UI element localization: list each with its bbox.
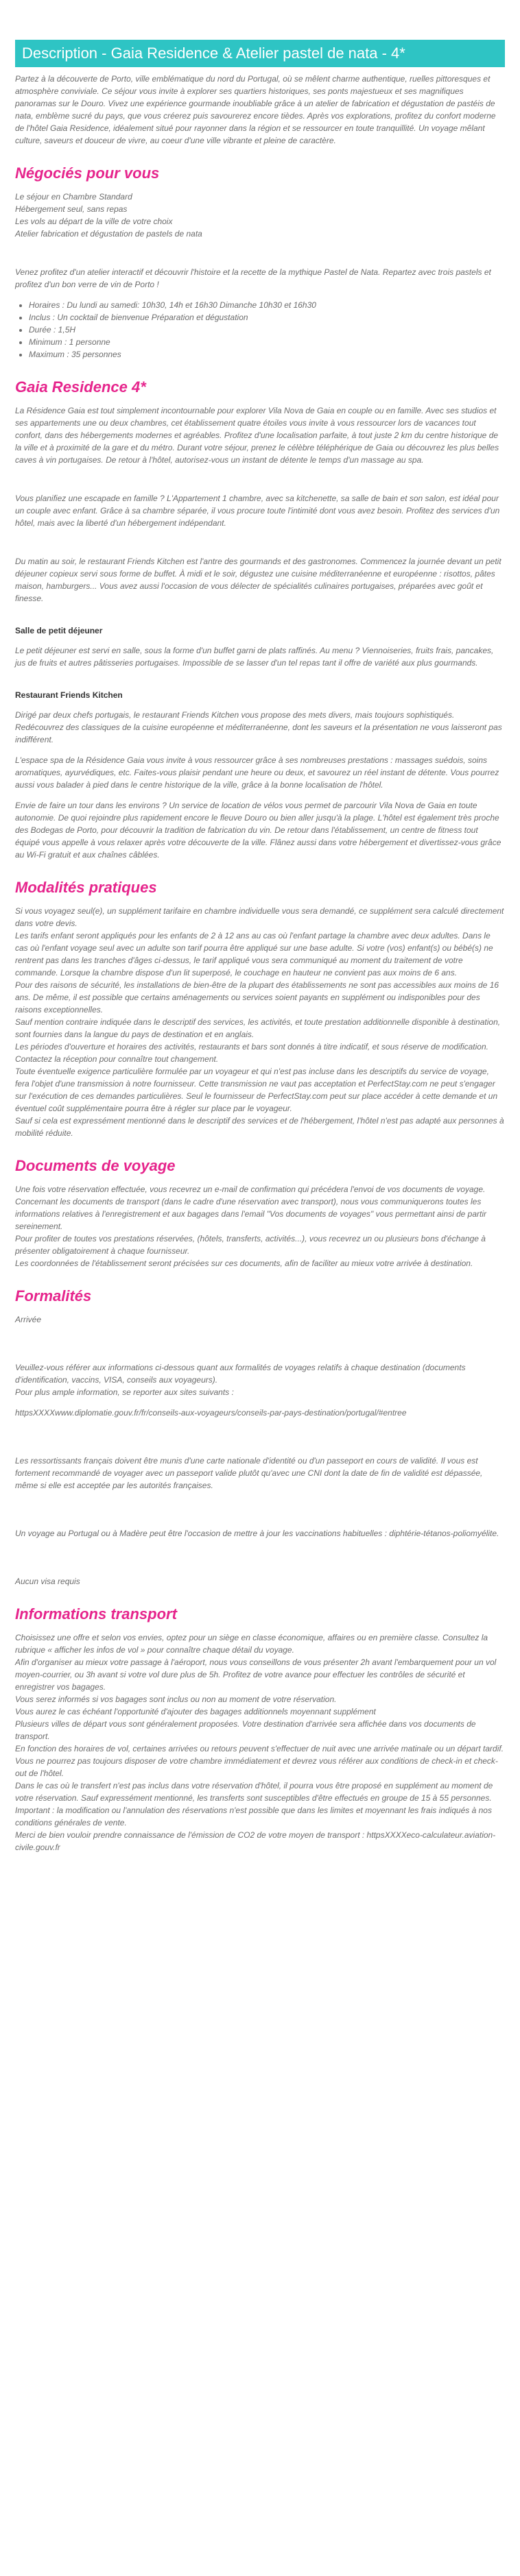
list-item: • Inclus : Un cocktail de bienvenue Préparation et dégustation bbox=[29, 311, 505, 324]
negocies-line: Hébergement seul, sans repas bbox=[15, 204, 128, 214]
restaurant-intro-paragraph: Du matin au soir, le restaurant Friends Kitchen est l'antre des gourmands et des gastronomes. Commencez la journée devant un petit déjeuner copieux servi sous forme de buffet. À midi et le soir, dégustez une cuisine méditerranéenne et européenne : risottos, pâtes maison, hamburgers... Vous avez aussi l'occasion de vous délecter de spécialités culinaires portugaises, préparées avec goût et finesse. bbox=[15, 557, 501, 603]
hotel-paragraph: La Résidence Gaia est tout simplement incontournable pour explorer Vila Nova de Gaia en couple ou en famille. Avec ses studios et ses appartements une ou deux chambres, cet établissement quatre étoiles vous invite à vous ressourcer lors de vacances tout confort, dans des hébergements modernes et agréables. Profitez d'une localisation parfaite, à tout juste 2 km du centre historique de la ville et à proximité de la gare et du métro. Durant votre séjour, prenez le célèbre téléphérique de Gaia ou découvrez les plus belles caves à vin portugaises. De retour à l'hôtel, autorisez-vous un instant de détente le temps d'un massage au spa. bbox=[15, 406, 499, 465]
modalites-heading: Modalités pratiques bbox=[15, 879, 157, 896]
negocies-heading: Négociés pour vous bbox=[15, 165, 160, 182]
list-item: • Horaires : Du lundi au samedi: 10h30, 14h et 16h30 Dimanche 10h30 et 16h30 bbox=[29, 299, 505, 311]
formalites-consult-paragraph: Veuillez-vous référer aux informations ci-dessous quant aux formalités de voyages relatifs à chaque destination (documents d'identification, vaccins, VISA, conseils aux voyageurs). Pour plus ample information, se reporter aux sites suivants : bbox=[15, 1363, 466, 1397]
visa-paragraph: Aucun visa requis bbox=[15, 1577, 80, 1586]
modalites-paragraph: Si vous voyagez seul(e), un supplément tarifaire en chambre individuelle vous sera demandé, ce supplément sera calculé directement dans votre devis. Les tarifs enfant seront appliqués pour les enfants de 2 à 12 ans au cas où l'enfant partage la chambre avec deux adultes. Dans le cas où l'enfant voyage seul avec un adulte son tarif pourra être appliqué sur une base adulte. Si votre (vos) enfant(s) ou bébé(s) ne rentrent pas dans les tranches d'âges ci-dessus, le tarif appliqué vous sera communiqué au moment du traitement de votre commande. Lorsque la chambre dispose d'un lit superposé, le couchage en hauteur ne convient pas aux moins de 6 ans. Pour des raisons de sécurité, les installations de bien-être de la plupart des établissements ne sont pas accessibles aux moins de 16 ans. De même, il est possible que certains aménagements ou services soient payants en supplément ou indisponibles pour des raisons exceptionnelles. Sauf mention contraire indiquée dans le descriptif des services, les activités, et toute prestation additionnelle disponible à destination, sont fournies dans la langue du pays de destination et en anglais. Les périodes d'ouverture et horaires des activités, restaurants et bars sont donnés à titre indicatif, et sous réserve de modification. Contactez la réception pour connaître tout changement. Toute éventuelle exigence particulière formulée par un voyageur et qui n'est pas incluse dans les descriptifs du service de voyage, fera l'objet d'une transmission à notre fournisseur. Cette transmission ne vaut pas acceptation et PerfectStay.com ne peut s'engager sur l'exécution de ces demandes particulières. Seul le fournisseur de PerfectStay.com peut sur place accéder à cette demande et un éventuel coût supplémentaire pourra être à régler sur place par le voyageur. Sauf si cela est expressément mentionné dans le descriptif des services et de l'hébergement, l'hôtel n'est pas adapté aux personnes à mobilité réduite. bbox=[15, 906, 504, 1138]
documents-heading: Documents de voyage bbox=[15, 1157, 176, 1174]
formalites-heading: Formalités bbox=[15, 1287, 92, 1304]
description-banner: Description - Gaia Residence & Atelier pastel de nata - 4* bbox=[15, 40, 505, 67]
negocies-list bbox=[15, 191, 505, 240]
surroundings-paragraph: Envie de faire un tour dans les environs ? Un service de location de vélos vous permet de parcourir Vila Nova de Gaia en toute autonomie. De quoi rejoindre plus rapidement encore le fleuve Douro ou bien aller jusqu'à la plage. L'hôtel est également très proche des Bodegas de Porto, pour découvrir la tradition de fabrication du vin. De retour dans l'établissement, un centre de fitness tout équipé vous appelle à vous relaxer après votre découverte de la ville. Flânez aussi dans votre hébergement et divertissez-vous grâce au Wi-Fi gratuit et aux chaînes câblées. bbox=[15, 801, 501, 860]
list-item: • Minimum : 1 personne bbox=[29, 336, 505, 348]
spa-paragraph: L'espace spa de la Résidence Gaia vous invite à vous ressourcer grâce à ses nombreuses prestations : massages suédois, soins aromatiques, ayurvédiques, etc. Faites-vous plaisir pendant une heure ou deux, et savourez un réel instant de détente. Vous pourrez aussi vous balader à pied dans le centre historique de la ville, grâce à la bonne localisation de l'hôtel. bbox=[15, 755, 499, 790]
arrival-label: Arrivée bbox=[15, 1315, 42, 1324]
negocies-line: Les vols au départ de la ville de votre choix bbox=[15, 217, 173, 226]
intro-paragraph: Partez à la découverte de Porto, ville emblématique du nord du Portugal, où se mêlent charme authentique, ruelles pittoresques et atmosphère conviviale. Ce séjour vous invite à explorer ses quartiers historiques, ses ponts majestueux et ses magnifiques panoramas sur le Douro. Vivez une expérience gourmande inoubliable grâce à un atelier de fabrication et dégustation de pastéis de nata, emblème sucré du pays, que vous créerez puis savourerez encore tièdes. Après vos explorations, profitez du confort moderne de l'hôtel Gaia Residence, idéalement situé pour rayonner dans la région et se ressourcer en toute tranquillité. Un voyage mêlant culture, saveurs et douceur de vivre, au coeur d'une ville vibrante et pleine de caractère. bbox=[15, 74, 496, 145]
transport-heading: Informations transport bbox=[15, 1605, 177, 1623]
breakfast-room-heading: Salle de petit déjeuner bbox=[15, 626, 103, 635]
id-requirements-paragraph: Les ressortissants français doivent être munis d'une carte nationale d'identité ou d'un passeport en cours de validité. Il vous est fortement recommandé de voyager avec un passeport valide plutôt qu'avec une CNI dont la date de fin de validité est dépassée, même si elle est acceptée par les autorités françaises. bbox=[15, 1456, 483, 1490]
documents-paragraph: Une fois votre réservation effectuée, vous recevrez un e-mail de confirmation qui précédera l'envoi de vos documents de voyage. Concernant les documents de transport (dans le cadre d'une réservation avec transport), nous vous communiquerons toutes les informations relatives à l'enregistrement et aux bagages dans l'email "Vos documents de voyages" vous permettant ainsi de partir sereinement. Pour profiter de toutes vos prestations réservées, (hôtels, transferts, activités...), vous recevrez un ou plusieurs bons d'échange à présenter obligatoirement à chaque fournisseur. Les coordonnées de l'établissement seront précisées sur ces documents, afin de faciliter au mieux votre arrivée à destination. bbox=[15, 1184, 487, 1268]
hotel-heading: Gaia Residence 4* bbox=[15, 378, 146, 396]
negocies-line: Le séjour en Chambre Standard bbox=[15, 192, 132, 202]
list-item: • Maximum : 35 personnes bbox=[29, 348, 505, 361]
breakfast-room-paragraph: Le petit déjeuner est servi en salle, sous la forme d'un buffet garni de plats raffinés. Au menu ? Viennoiseries, fruits frais, pancakes, jus de fruits et autres pâtisseries portugaises. Impossible de se lasser d'un tel repas tant il offre de variété aux plus gourmands. bbox=[15, 646, 494, 668]
diplomatie-url: httpsXXXXwww.diplomatie.gouv.fr/fr/conseils-aux-voyageurs/conseils-par-pays-destination/portugal/#entree bbox=[15, 1408, 407, 1418]
restaurant-heading: Restaurant Friends Kitchen bbox=[15, 690, 123, 700]
family-paragraph: Vous planifiez une escapade en famille ? L'Appartement 1 chambre, avec sa kitchenette, sa salle de bain et son salon, est idéal pour un couple avec enfant. Grâce à sa chambre séparée, il vous procure toute l'intimité dont vous avez besoin. Profitez des services d'un hôtel, mais avec la liberté d'un hébergement indépendant. bbox=[15, 494, 500, 528]
atelier-paragraph: Venez profitez d'un atelier interactif et découvrir l'histoire et la recette de la mythique Pastel de Nata. Repartez avec trois pastels et profitez d'un bon verre de vin de Porto ! bbox=[15, 267, 491, 289]
vaccinations-paragraph: Un voyage au Portugal ou à Madère peut être l'occasion de mettre à jour les vaccinations habituelles : diphtérie-tétanos-poliomyélite. bbox=[15, 1529, 499, 1538]
list-item: • Durée : 1,5H bbox=[29, 324, 505, 336]
atelier-details-list bbox=[15, 299, 505, 361]
restaurant-paragraph: Dirigé par deux chefs portugais, le restaurant Friends Kitchen vous propose des mets divers, mais toujours sophistiqués. Redécouvrez des classiques de la cuisine européenne et méditerranéenne, dont les saveurs et la présentation ne vous laisseront pas indifférent. bbox=[15, 710, 502, 744]
negocies-line: Atelier fabrication et dégustation de pastels de nata bbox=[15, 229, 202, 239]
transport-paragraph: Choisissez une offre et selon vos envies, optez pour un siège en classe économique, affaires ou en première classe. Consultez la rubrique « afficher les infos de vol » pour connaître chaque détail du voyage. Afin d'organiser au mieux votre passage à l'aéroport, nous vous conseillons de vous présenter 2h avant l'embarquement pour un vol moyen-courrier, ou 3h avant si votre vol dure plus de 5h. Profitez de votre avance pour effectuer les contrôles de sécurité et enregistrer vos bagages. Vous serez informés si vos bagages sont inclus ou non au moment de votre réservation. Vous aurez le cas échéant l'opportunité d'ajouter des bagages additionnels moyennant supplément Plusieurs villes de départ vous sont généralement proposées. Votre destination d'arrivée sera affichée dans vos documents de transport. En fonction des horaires de vol, certaines arrivées ou retours peuvent s'effectuer de nuit avec une arrivée matinale ou un départ tardif. Vous ne pourrez pas toujours disposer de votre chambre immédiatement et devrez vous référer aux conditions de check-in et check-out de l'hôtel. Dans le cas où le transfert n'est pas inclus dans votre réservation d'hôtel, il pourra vous être proposé en supplément au moment de votre réservation. Sauf expressément mentionné, les transferts sont susceptibles d'être effectués en groupe de 15 à 55 personnes. Important : la modification ou l'annulation des réservations n'est possible que dans les limites et moyennant les frais indiqués à nos conditions générales de vente. Merci de bien vouloir prendre connaissance de l'émission de CO2 de votre moyen de transport : httpsXXXXeco-calculateur.aviation-civile.gouv.fr bbox=[15, 1633, 504, 1852]
